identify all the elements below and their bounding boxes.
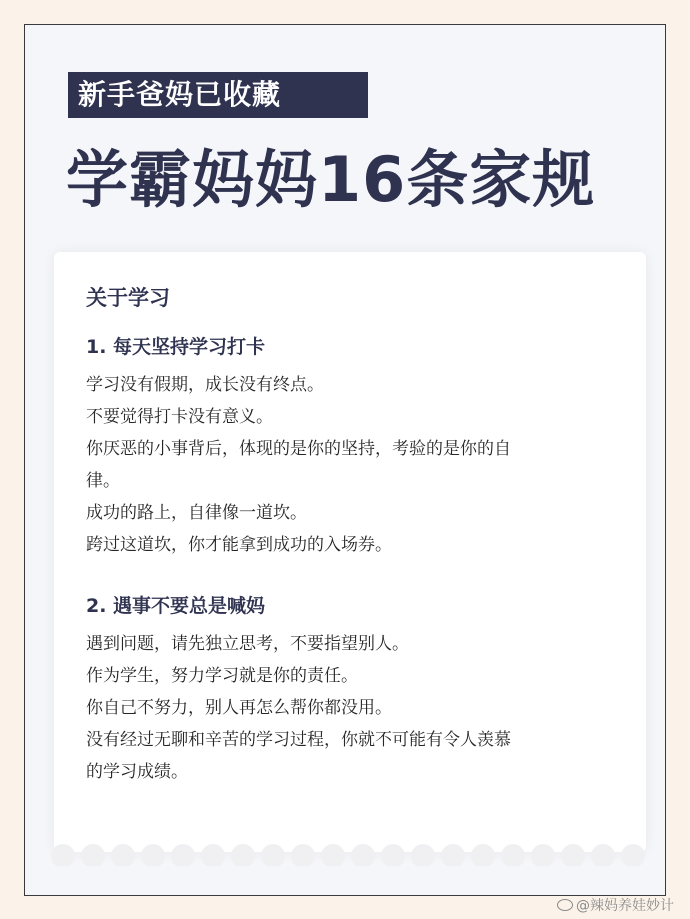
body-line: 律。	[86, 471, 120, 491]
body-line: 你自己不努力，别人再怎么帮你都没用。	[86, 698, 392, 718]
body-line: 作为学生，努力学习就是你的责任。	[86, 666, 358, 686]
item-heading-2: 2. 遇事不要总是喊妈	[86, 595, 266, 617]
body-line: 的学习成绩。	[86, 762, 188, 782]
body-line: 遇到问题，请先独立思考，不要指望别人。	[86, 634, 409, 654]
watermark	[557, 897, 674, 915]
body-line: 你厌恶的小事背后，体现的是你的坚持，考验的是你的自	[86, 439, 511, 459]
item-heading-1: 1. 每天坚持学习打卡	[86, 336, 266, 358]
watermark-text: @辣妈养娃妙计	[576, 898, 674, 914]
item-body-1	[86, 369, 626, 561]
body-line: 学习没有假期，成长没有终点。	[86, 375, 324, 395]
item-body-2	[86, 628, 626, 788]
scallop-border	[48, 836, 648, 866]
body-line: 不要觉得打卡没有意义。	[86, 407, 273, 427]
page-title: 学霸妈妈16条家规	[66, 143, 596, 216]
weibo-icon	[557, 899, 573, 911]
body-line: 跨过这道坎，你才能拿到成功的入场券。	[86, 535, 392, 555]
tag-label: 新手爸妈已收藏	[68, 72, 368, 118]
section-title: 关于学习	[86, 286, 170, 310]
body-line: 成功的路上，自律像一道坎。	[86, 503, 307, 523]
body-line: 没有经过无聊和辛苦的学习过程，你就不可能有令人羡慕	[86, 730, 511, 750]
